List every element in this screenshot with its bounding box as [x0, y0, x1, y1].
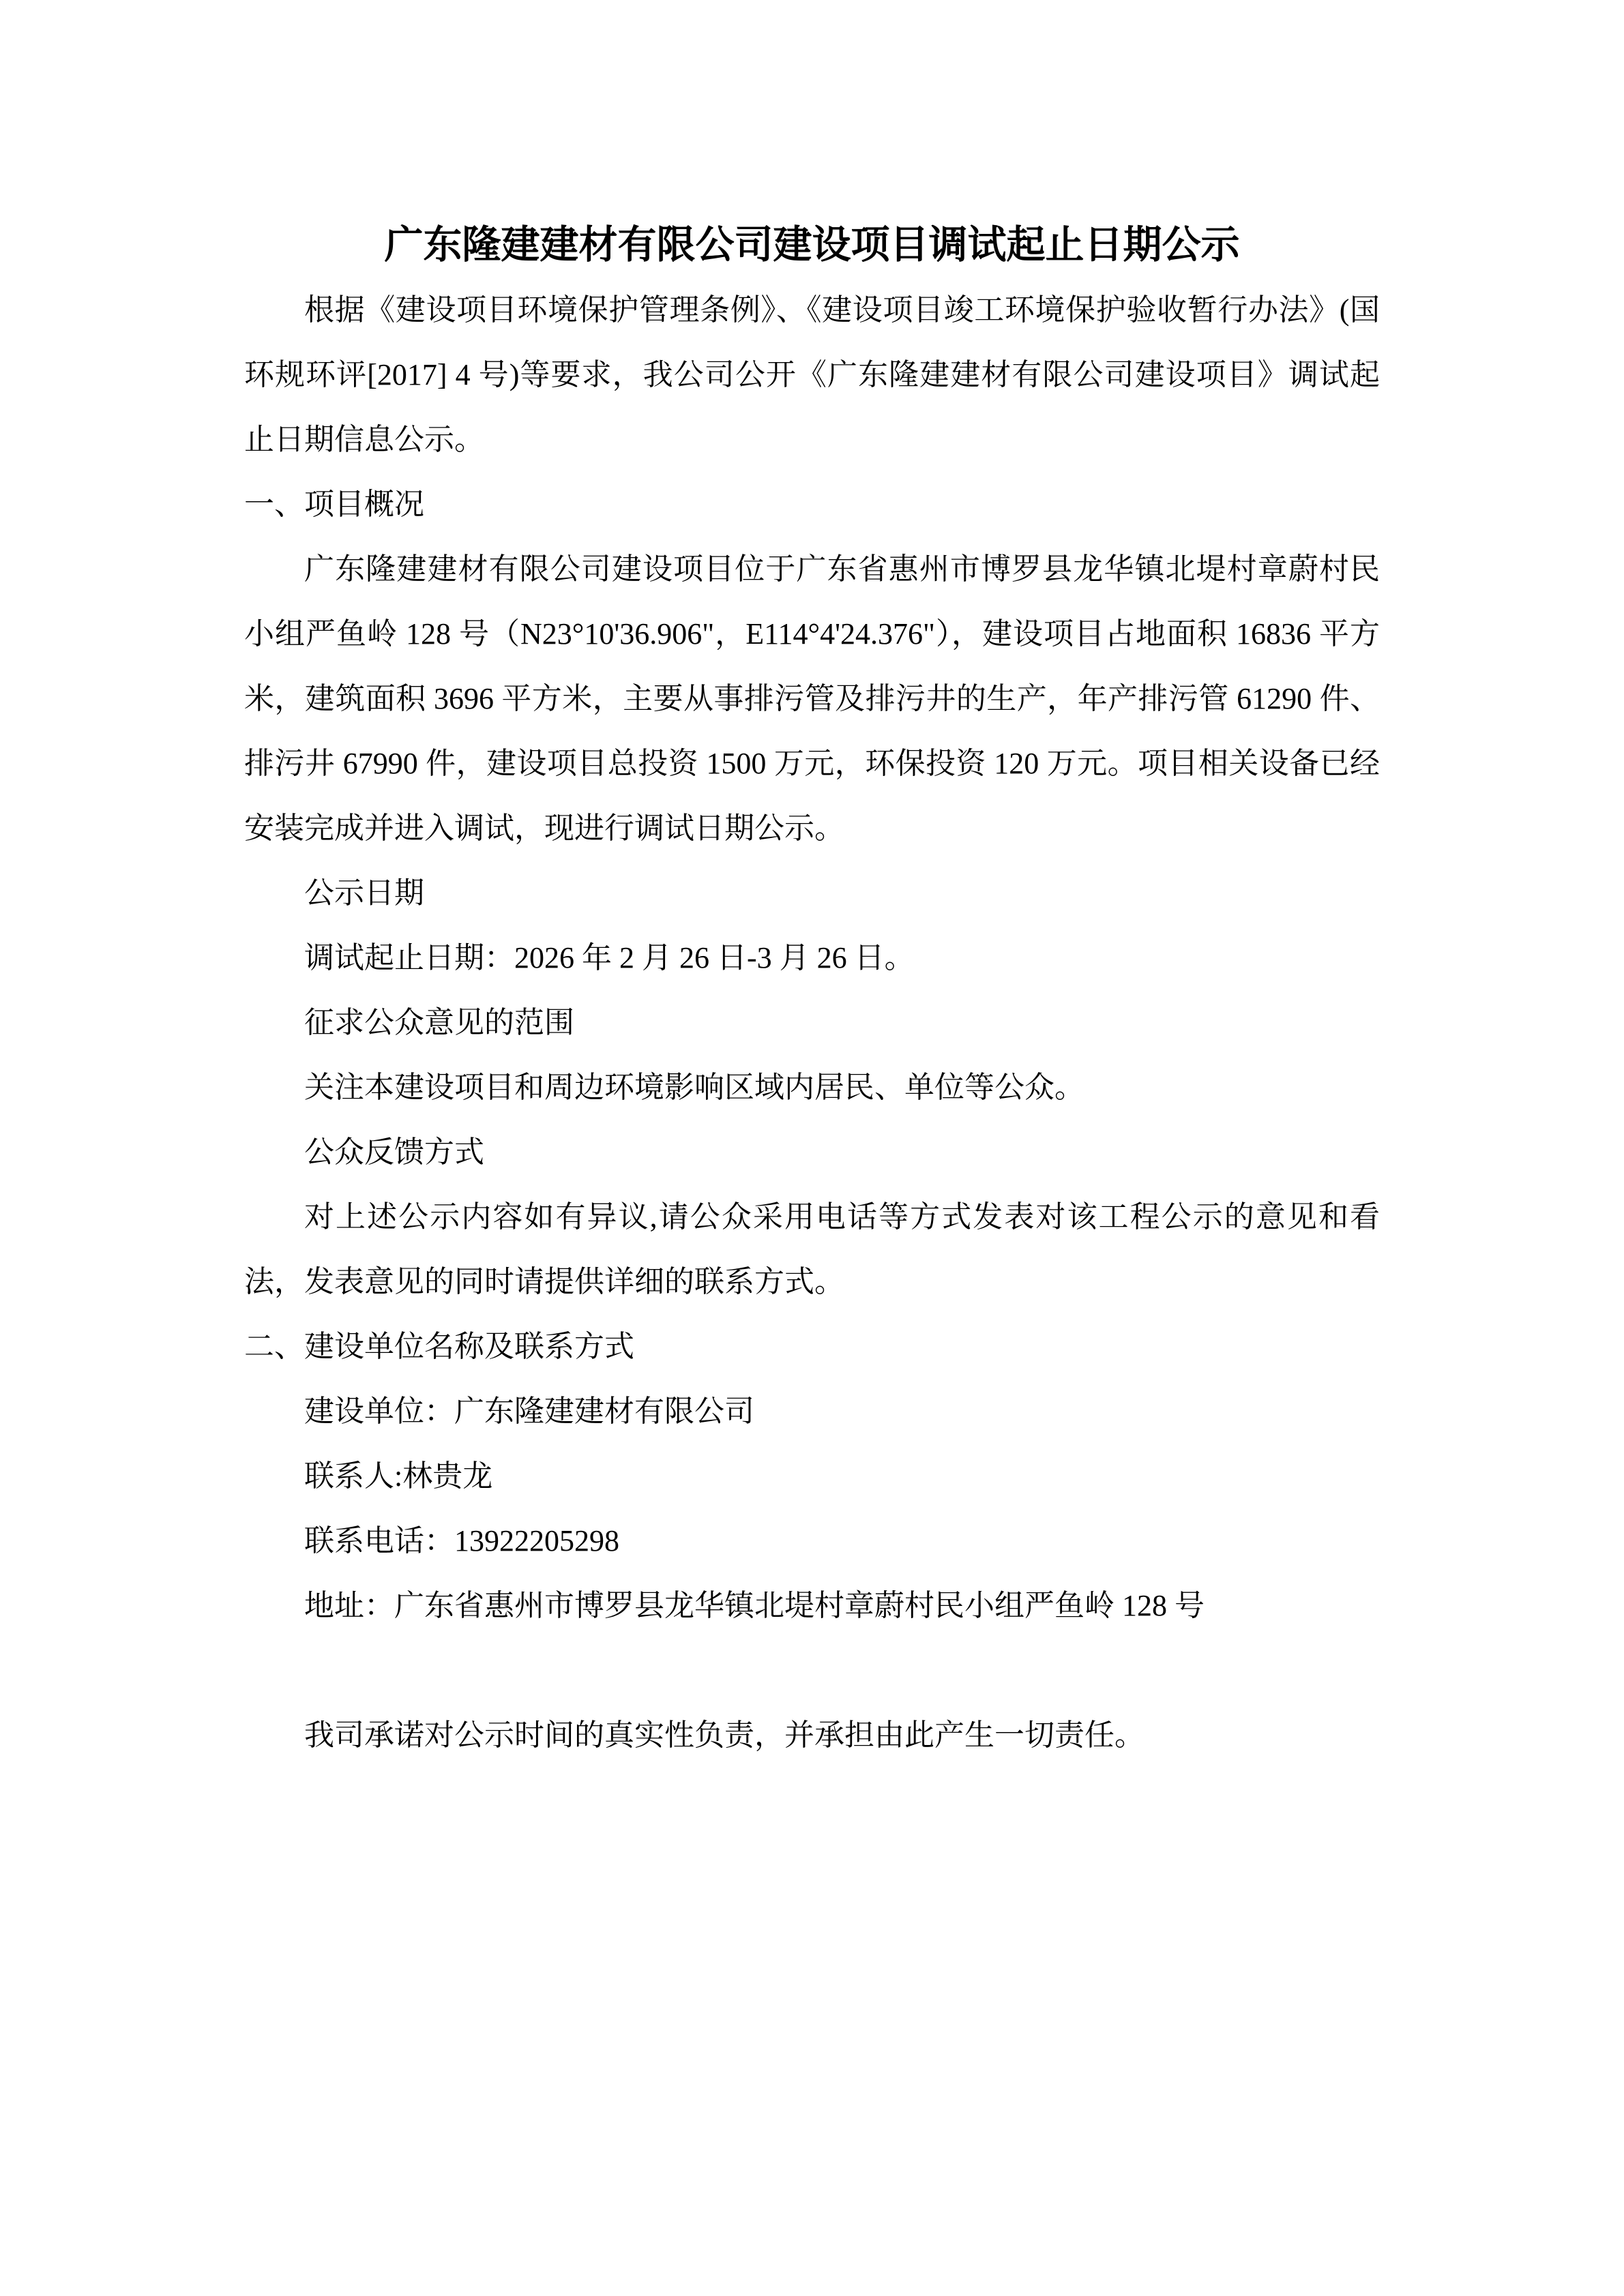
feedback-method-text: 对上述公示内容如有异议,请公众采用电话等方式发表对该工程公示的意见和看法，发表意见的同时请提供详细的联系方式。: [244, 1200, 1380, 1298]
document-title: 广东隆建建材有限公司建设项目调试起止日期公示: [384, 224, 1240, 267]
address-line: 地址：广东省惠州市博罗县龙华镇北堤村章蔚村民小组严鱼岭 128 号: [304, 1589, 1205, 1622]
commitment-paragraph: 我司承诺对公示时间的真实性负责，并承担由此产生一切责任。: [304, 1718, 1145, 1752]
section-2-heading: 二、建设单位名称及联系方式: [244, 1330, 634, 1363]
blank-line: [244, 1638, 1380, 1703]
project-overview-paragraph: 广东隆建建材有限公司建设项目位于广东省惠州市博罗县龙华镇北堤村章蔚村民小组严鱼岭 128 号（N23°10'36.906"，E114°4'24.376"），建设项目占地面积 16836 平方米，建筑面积 3696 平方米，主要从事排污管及排污井的生产，年产排污管 61290 件、排污井 67990 件，建设项目总投资 1500 万元，环保投资 120 万元。项目相关设备已经安装完成并进入调试，现进行调试日期公示。: [244, 552, 1380, 845]
debug-period-line: 调试起止日期：2026 年 2 月 26 日-3 月 26 日。: [304, 941, 915, 974]
intro-paragraph: 根据《建设项目环境保护管理条例》、《建设项目竣工环境保护验收暂行办法》(国环规环评[2017] 4 号)等要求，我公司公开《广东隆建建材有限公司建设项目》调试起止日期信息公示。: [244, 293, 1380, 456]
section-1-heading: 一、项目概况: [244, 488, 424, 521]
contact-phone-line: 联系电话：13922205298: [304, 1524, 619, 1557]
opinion-scope-label: 征求公众意见的范围: [304, 1006, 574, 1039]
publicity-date-label: 公示日期: [304, 876, 424, 910]
contact-person-line: 联系人:林贵龙: [304, 1459, 493, 1493]
company-name-line: 建设单位：广东隆建建材有限公司: [304, 1395, 754, 1428]
feedback-method-label: 公众反馈方式: [304, 1135, 484, 1169]
opinion-scope-text: 关注本建设项目和周边环境影响区域内居民、单位等公众。: [304, 1071, 1084, 1104]
